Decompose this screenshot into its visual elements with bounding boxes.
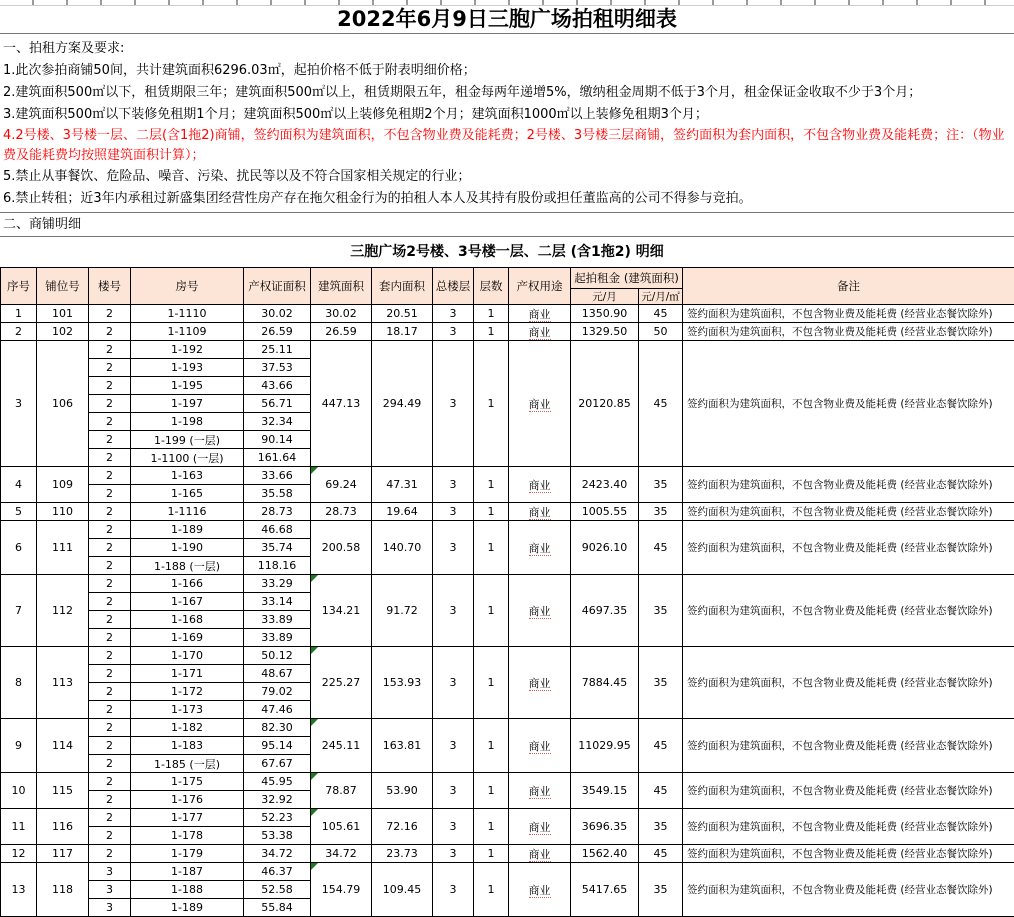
use-label: 商业 [529, 542, 551, 556]
cell-layers[interactable]: 1 [474, 323, 509, 341]
cell-total-floors[interactable]: 3 [433, 845, 474, 863]
cell-rent-month[interactable]: 20120.85 [571, 341, 639, 467]
cell-rent-month[interactable]: 9026.10 [571, 521, 639, 575]
cell-cert-area[interactable]: 33.66 [244, 467, 311, 485]
cell-room-no[interactable]: 1-182 [131, 719, 244, 737]
table-row [1, 521, 1014, 539]
table-row [1, 341, 1014, 359]
cell-inner-area[interactable]: 47.31 [372, 467, 433, 503]
col-header-layers[interactable]: 层数 [474, 268, 509, 305]
cell-floor-no[interactable]: 2 [89, 377, 131, 395]
cell-build-area[interactable]: 78.87 [311, 773, 372, 809]
cell-remark[interactable]: 签约面积为建筑面积，不包含物业费及能耗费 (经营业态餐饮除外) [683, 809, 1014, 845]
cell-shop-no[interactable]: 106 [37, 341, 89, 467]
cell-room-no[interactable]: 1-1116 [131, 503, 244, 521]
cell-room-no[interactable]: 1-171 [131, 665, 244, 683]
error-indicator-icon [311, 863, 318, 870]
cell-remark[interactable]: 签约面积为建筑面积，不包含物业费及能耗费 (经营业态餐饮除外) [683, 467, 1014, 503]
cell-shop-no[interactable]: 101 [37, 305, 89, 323]
cell-shop-no[interactable]: 113 [37, 647, 89, 719]
sheet-title[interactable]: 2022年6月9日三胞广场拍租明细表 [0, 6, 1014, 34]
cell-floor-no[interactable]: 2 [89, 683, 131, 701]
cell-use[interactable] [509, 647, 571, 719]
cell-layers[interactable]: 1 [474, 809, 509, 845]
cell-room-no[interactable]: 1-198 [131, 413, 244, 431]
cell-room-no[interactable]: 1-199 (一层) [131, 431, 244, 449]
col-header-seq[interactable]: 序号 [1, 268, 37, 305]
cell-total-floors[interactable]: 3 [433, 647, 474, 719]
cell-remark[interactable]: 签约面积为建筑面积，不包含物业费及能耗费 (经营业态餐饮除外) [683, 773, 1014, 809]
cell-floor-no[interactable]: 2 [89, 539, 131, 557]
cell-cert-area[interactable]: 25.11 [244, 341, 311, 359]
cell-seq[interactable]: 12 [1, 845, 37, 863]
use-label: 商业 [529, 848, 551, 862]
cell-inner-area[interactable]: 72.16 [372, 809, 433, 845]
cell-rent-per-sqm[interactable]: 35 [639, 575, 683, 647]
col-header-room-no[interactable]: 房号 [131, 268, 244, 305]
cell-floor-no[interactable]: 2 [89, 305, 131, 323]
cell-floor-no[interactable]: 2 [89, 629, 131, 647]
cell-build-area[interactable]: 28.73 [311, 503, 372, 521]
cell-room-no[interactable]: 1-169 [131, 629, 244, 647]
cell-room-no[interactable]: 1-188 [131, 881, 244, 899]
table-row [1, 647, 1014, 665]
cell-cert-area[interactable]: 95.14 [244, 737, 311, 755]
cell-total-floors[interactable]: 3 [433, 719, 474, 773]
cell-build-area[interactable]: 154.79 [311, 863, 372, 917]
cell-floor-no[interactable]: 2 [89, 557, 131, 575]
cell-floor-no[interactable]: 2 [89, 701, 131, 719]
cell-cert-area[interactable]: 79.02 [244, 683, 311, 701]
cell-layers[interactable]: 1 [474, 341, 509, 467]
cell-cert-area[interactable]: 50.12 [244, 647, 311, 665]
cell-rent-month[interactable]: 2423.40 [571, 467, 639, 503]
cell-seq[interactable]: 7 [1, 575, 37, 647]
cell-build-area[interactable]: 105.61 [311, 809, 372, 845]
cell-cert-area[interactable]: 56.71 [244, 395, 311, 413]
cell-use[interactable] [509, 521, 571, 575]
col-header-build-area[interactable]: 建筑面积 [311, 268, 372, 305]
cell-rent-per-sqm[interactable]: 45 [639, 845, 683, 863]
table-header [1, 268, 1014, 305]
cell-shop-no[interactable]: 112 [37, 575, 89, 647]
cell-room-no[interactable]: 1-168 [131, 611, 244, 629]
table-row [1, 863, 1014, 881]
cell-total-floors[interactable]: 3 [433, 305, 474, 323]
cell-build-area[interactable]: 200.58 [311, 521, 372, 575]
error-indicator-icon [311, 773, 318, 780]
cell-rent-month[interactable]: 4697.35 [571, 575, 639, 647]
cell-room-no[interactable]: 1-167 [131, 593, 244, 611]
cell-rent-per-sqm[interactable]: 35 [639, 467, 683, 503]
cell-floor-no[interactable]: 2 [89, 485, 131, 503]
cell-total-floors[interactable]: 3 [433, 503, 474, 521]
use-label: 商业 [529, 326, 551, 340]
cell-cert-area[interactable]: 26.59 [244, 323, 311, 341]
cell-room-no[interactable]: 1-193 [131, 359, 244, 377]
cell-use[interactable] [509, 305, 571, 323]
cell-floor-no[interactable]: 3 [89, 863, 131, 881]
cell-seq[interactable]: 2 [1, 323, 37, 341]
error-indicator-icon [311, 719, 318, 726]
cell-floor-no[interactable]: 3 [89, 881, 131, 899]
cell-floor-no[interactable]: 2 [89, 575, 131, 593]
cell-remark[interactable]: 签约面积为建筑面积，不包含物业费及能耗费 (经营业态餐饮除外) [683, 719, 1014, 773]
cell-floor-no[interactable]: 2 [89, 359, 131, 377]
cell-rent-month[interactable]: 11029.95 [571, 719, 639, 773]
cell-rent-per-sqm[interactable]: 35 [639, 863, 683, 917]
table-row [1, 773, 1014, 791]
table-row [1, 575, 1014, 593]
cell-room-no[interactable]: 1-197 [131, 395, 244, 413]
cell-floor-no[interactable]: 2 [89, 611, 131, 629]
cell-remark[interactable]: 签约面积为建筑面积，不包含物业费及能耗费 (经营业态餐饮除外) [683, 323, 1014, 341]
col-header-shop-no[interactable]: 铺位号 [37, 268, 89, 305]
cell-inner-area[interactable]: 91.72 [372, 575, 433, 647]
cell-floor-no[interactable]: 2 [89, 395, 131, 413]
cell-floor-no[interactable]: 2 [89, 341, 131, 359]
cell-seq[interactable]: 13 [1, 863, 37, 917]
col-header-rent-month[interactable]: 元/月 [571, 289, 639, 305]
cell-room-no[interactable]: 1-175 [131, 773, 244, 791]
error-indicator-icon [311, 809, 318, 816]
cell-total-floors[interactable]: 3 [433, 863, 474, 917]
cell-room-no[interactable]: 1-190 [131, 539, 244, 557]
cell-shop-no[interactable]: 116 [37, 809, 89, 845]
cell-build-area[interactable]: 34.72 [311, 845, 372, 863]
cell-use[interactable] [509, 809, 571, 845]
cell-floor-no[interactable]: 2 [89, 413, 131, 431]
cell-inner-area[interactable]: 153.93 [372, 647, 433, 719]
cell-rent-per-sqm[interactable]: 35 [639, 809, 683, 845]
table-row [1, 719, 1014, 737]
cell-shop-no[interactable]: 102 [37, 323, 89, 341]
cell-inner-area[interactable]: 20.51 [372, 305, 433, 323]
error-indicator-icon [311, 467, 318, 474]
cell-seq[interactable]: 8 [1, 647, 37, 719]
use-label: 商业 [529, 884, 551, 898]
cell-remark[interactable]: 签约面积为建筑面积，不包含物业费及能耗费 (经营业态餐饮除外) [683, 845, 1014, 863]
cell-rent-per-sqm[interactable]: 45 [639, 305, 683, 323]
cell-remark[interactable]: 签约面积为建筑面积，不包含物业费及能耗费 (经营业态餐饮除外) [683, 647, 1014, 719]
cell-cert-area[interactable]: 55.84 [244, 899, 311, 917]
cell-floor-no[interactable]: 2 [89, 467, 131, 485]
cell-seq[interactable]: 1 [1, 305, 37, 323]
auction-terms [0, 34, 1014, 210]
table-row [1, 809, 1014, 827]
table-row [1, 323, 1014, 341]
cell-layers[interactable]: 1 [474, 575, 509, 647]
cell-layers[interactable]: 1 [474, 521, 509, 575]
cell-seq[interactable]: 6 [1, 521, 37, 575]
cell-room-no[interactable]: 1-1110 [131, 305, 244, 323]
cell-floor-no[interactable]: 3 [89, 899, 131, 917]
cell-use[interactable] [509, 503, 571, 521]
cell-cert-area[interactable]: 37.53 [244, 359, 311, 377]
use-label: 商业 [529, 398, 551, 412]
cell-shop-no[interactable]: 109 [37, 467, 89, 503]
cell-cert-area[interactable]: 53.38 [244, 827, 311, 845]
use-label: 商业 [529, 740, 551, 754]
note-line-6[interactable]: 6.禁止转租；近3年内承租过新盛集团经营性房产存在拖欠租金行为的拍租人本人及其持有股份或担任董监高的公司不得参与竞拍。 [3, 188, 1012, 210]
cell-rent-per-sqm[interactable]: 45 [639, 719, 683, 773]
cell-seq[interactable]: 5 [1, 503, 37, 521]
cell-room-no[interactable]: 1-177 [131, 809, 244, 827]
col-header-floor-no[interactable]: 楼号 [89, 268, 131, 305]
cell-cert-area[interactable]: 52.23 [244, 809, 311, 827]
table-row [1, 467, 1014, 485]
cell-room-no[interactable]: 1-179 [131, 845, 244, 863]
cell-room-no[interactable]: 1-1100 (一层) [131, 449, 244, 467]
cell-use[interactable] [509, 719, 571, 773]
cell-build-area[interactable]: 245.11 [311, 719, 372, 773]
cell-cert-area[interactable]: 28.73 [244, 503, 311, 521]
cell-total-floors[interactable]: 3 [433, 341, 474, 467]
cell-build-area[interactable]: 26.59 [311, 323, 372, 341]
cell-rent-month[interactable]: 3696.35 [571, 809, 639, 845]
cell-use[interactable] [509, 845, 571, 863]
cell-inner-area[interactable]: 23.73 [372, 845, 433, 863]
cell-rent-month[interactable]: 1005.55 [571, 503, 639, 521]
cell-cert-area[interactable]: 33.89 [244, 611, 311, 629]
cell-remark[interactable]: 签约面积为建筑面积，不包含物业费及能耗费 (经营业态餐饮除外) [683, 521, 1014, 575]
cell-layers[interactable]: 1 [474, 647, 509, 719]
cell-room-no[interactable]: 1-188 (一层) [131, 557, 244, 575]
cell-shop-no[interactable]: 115 [37, 773, 89, 809]
cell-room-no[interactable]: 1-172 [131, 683, 244, 701]
cell-cert-area[interactable]: 118.16 [244, 557, 311, 575]
cell-shop-no[interactable]: 118 [37, 863, 89, 917]
cell-room-no[interactable]: 1-176 [131, 791, 244, 809]
cell-layers[interactable]: 1 [474, 863, 509, 917]
cell-cert-area[interactable]: 67.67 [244, 755, 311, 773]
cell-layers[interactable]: 1 [474, 503, 509, 521]
cell-cert-area[interactable]: 43.66 [244, 377, 311, 395]
cell-layers[interactable]: 1 [474, 845, 509, 863]
cell-room-no[interactable]: 1-185 (一层) [131, 755, 244, 773]
cell-floor-no[interactable]: 2 [89, 827, 131, 845]
cell-seq[interactable]: 3 [1, 341, 37, 467]
cell-room-no[interactable]: 1-195 [131, 377, 244, 395]
cell-floor-no[interactable]: 2 [89, 773, 131, 791]
cell-rent-per-sqm[interactable]: 50 [639, 323, 683, 341]
cell-shop-no[interactable]: 117 [37, 845, 89, 863]
cell-floor-no[interactable]: 2 [89, 791, 131, 809]
cell-rent-month[interactable]: 1329.50 [571, 323, 639, 341]
cell-total-floors[interactable]: 3 [433, 323, 474, 341]
cell-floor-no[interactable]: 2 [89, 503, 131, 521]
cell-rent-month[interactable]: 5417.65 [571, 863, 639, 917]
use-label: 商业 [529, 506, 551, 520]
note-line-4[interactable]: 4.2号楼、3号楼一层、二层(含1拖2)商铺，签约面积为建筑面积，不包含物业费及能耗费；2号楼、3号楼三层商铺，签约面积为套内面积，不包含物业费及能耗费；注：（物业费及能耗费均按照建筑面积计算）； [3, 126, 1012, 166]
table-row [1, 845, 1014, 863]
cell-floor-no[interactable]: 2 [89, 845, 131, 863]
cell-seq[interactable]: 10 [1, 773, 37, 809]
cell-remark[interactable]: 签约面积为建筑面积，不包含物业费及能耗费 (经营业态餐饮除外) [683, 341, 1014, 467]
col-header-inner-area[interactable]: 套内面积 [372, 268, 433, 305]
cell-build-area[interactable]: 69.24 [311, 467, 372, 503]
cell-seq[interactable]: 4 [1, 467, 37, 503]
cell-floor-no[interactable]: 2 [89, 719, 131, 737]
cell-layers[interactable]: 1 [474, 305, 509, 323]
cell-cert-area[interactable]: 33.14 [244, 593, 311, 611]
cell-floor-no[interactable]: 2 [89, 809, 131, 827]
cell-inner-area[interactable]: 163.81 [372, 719, 433, 773]
error-indicator-icon [311, 647, 318, 654]
cell-floor-no[interactable]: 2 [89, 755, 131, 773]
cell-room-no[interactable]: 1-165 [131, 485, 244, 503]
cell-rent-per-sqm[interactable]: 45 [639, 521, 683, 575]
cell-layers[interactable]: 1 [474, 467, 509, 503]
cell-cert-area[interactable]: 90.14 [244, 431, 311, 449]
cell-total-floors[interactable]: 3 [433, 773, 474, 809]
cell-total-floors[interactable]: 3 [433, 521, 474, 575]
error-indicator-icon [311, 575, 318, 582]
use-label: 商业 [529, 308, 551, 322]
cell-seq[interactable]: 9 [1, 719, 37, 773]
cell-use[interactable] [509, 773, 571, 809]
cell-room-no[interactable]: 1-173 [131, 701, 244, 719]
cell-cert-area[interactable]: 45.95 [244, 773, 311, 791]
cell-shop-no[interactable]: 114 [37, 719, 89, 773]
cell-cert-area[interactable]: 35.58 [244, 485, 311, 503]
cell-build-area[interactable]: 447.13 [311, 341, 372, 467]
cell-floor-no[interactable]: 2 [89, 323, 131, 341]
cell-cert-area[interactable]: 32.34 [244, 413, 311, 431]
cell-room-no[interactable]: 1-192 [131, 341, 244, 359]
col-header-rent-per-sqm[interactable]: 元/月/㎡ [639, 289, 683, 305]
cell-use[interactable] [509, 323, 571, 341]
cell-use[interactable] [509, 341, 571, 467]
col-header-use[interactable]: 产权用途 [509, 268, 571, 305]
table-row [1, 305, 1014, 323]
use-label: 商业 [529, 821, 551, 835]
cell-shop-no[interactable]: 110 [37, 503, 89, 521]
cell-cert-area[interactable]: 30.02 [244, 305, 311, 323]
cell-total-floors[interactable]: 3 [433, 809, 474, 845]
cell-cert-area[interactable]: 46.37 [244, 863, 311, 881]
cell-use[interactable] [509, 467, 571, 503]
cell-cert-area[interactable]: 82.30 [244, 719, 311, 737]
cell-build-area[interactable]: 30.02 [311, 305, 372, 323]
cell-floor-no[interactable]: 2 [89, 431, 131, 449]
cell-remark[interactable]: 签约面积为建筑面积，不包含物业费及能耗费 (经营业态餐饮除外) [683, 863, 1014, 917]
cell-floor-no[interactable]: 2 [89, 737, 131, 755]
cell-floor-no[interactable]: 2 [89, 647, 131, 665]
cell-room-no[interactable]: 1-189 [131, 899, 244, 917]
cell-shop-no[interactable]: 111 [37, 521, 89, 575]
use-label: 商业 [529, 605, 551, 619]
cell-cert-area[interactable]: 34.72 [244, 845, 311, 863]
cell-rent-per-sqm[interactable]: 35 [639, 647, 683, 719]
cell-room-no[interactable]: 1-187 [131, 863, 244, 881]
col-header-remark[interactable]: 备注 [683, 268, 1014, 305]
col-header-cert-area[interactable]: 产权证面积 [244, 268, 311, 305]
cell-room-no[interactable]: 1-1109 [131, 323, 244, 341]
cell-cert-area[interactable]: 33.29 [244, 575, 311, 593]
cell-inner-area[interactable]: 294.49 [372, 341, 433, 467]
table-row [1, 503, 1014, 521]
cell-cert-area[interactable]: 33.89 [244, 629, 311, 647]
cell-cert-area[interactable]: 35.74 [244, 539, 311, 557]
cell-room-no[interactable]: 1-178 [131, 827, 244, 845]
cell-rent-per-sqm[interactable]: 45 [639, 773, 683, 809]
section2-heading[interactable]: 二、商铺明细 [0, 212, 1014, 237]
cell-rent-month[interactable]: 7884.45 [571, 647, 639, 719]
cell-layers[interactable]: 1 [474, 773, 509, 809]
cell-build-area[interactable]: 134.21 [311, 575, 372, 647]
cell-inner-area[interactable]: 19.64 [372, 503, 433, 521]
cell-room-no[interactable]: 1-163 [131, 467, 244, 485]
note-line-3[interactable]: 3.建筑面积500㎡以下装修免租期1个月；建筑面积500㎡以上装修免租期2个月；建筑面积1000㎡以上装修免租期3个月； [3, 104, 1012, 126]
cell-floor-no[interactable]: 2 [89, 449, 131, 467]
cell-floor-no[interactable]: 2 [89, 521, 131, 539]
table-title[interactable]: 三胞广场2号楼、3号楼一层、二层 (含1拖2) 明细 [0, 237, 1014, 267]
cell-inner-area[interactable]: 18.17 [372, 323, 433, 341]
use-label: 商业 [529, 677, 551, 691]
cell-rent-per-sqm[interactable]: 45 [639, 341, 683, 467]
col-header-rent-group[interactable]: 起拍租金 (建筑面积) [571, 268, 683, 289]
cell-floor-no[interactable]: 2 [89, 665, 131, 683]
cell-seq[interactable]: 11 [1, 809, 37, 845]
cell-total-floors[interactable]: 3 [433, 575, 474, 647]
cell-inner-area[interactable]: 140.70 [372, 521, 433, 575]
cell-remark[interactable]: 签约面积为建筑面积，不包含物业费及能耗费 (经营业态餐饮除外) [683, 503, 1014, 521]
cell-inner-area[interactable]: 53.90 [372, 773, 433, 809]
cell-use[interactable] [509, 863, 571, 917]
cell-build-area[interactable]: 225.27 [311, 647, 372, 719]
cell-rent-month[interactable]: 1350.90 [571, 305, 639, 323]
note-line-5[interactable]: 5.禁止从事餐饮、危险品、噪音、污染、扰民等以及不符合国家相关规定的行业； [3, 166, 1012, 188]
cell-remark[interactable]: 签约面积为建筑面积，不包含物业费及能耗费 (经营业态餐饮除外) [683, 575, 1014, 647]
cell-rent-month[interactable]: 1562.40 [571, 845, 639, 863]
shops-table [0, 267, 1014, 917]
use-label: 商业 [529, 785, 551, 799]
cell-room-no[interactable]: 1-170 [131, 647, 244, 665]
use-label: 商业 [529, 479, 551, 493]
cell-cert-area[interactable]: 52.58 [244, 881, 311, 899]
col-header-total-floors[interactable]: 总楼层 [433, 268, 474, 305]
cell-floor-no[interactable]: 2 [89, 593, 131, 611]
cell-inner-area[interactable]: 109.45 [372, 863, 433, 917]
note-line-2[interactable]: 2.建筑面积500㎡以下，租赁期限三年；建筑面积500㎡以上，租赁期限五年，租金每两年递增5%，缴纳租金周期不低于3个月，租金保证金收取不少于3个月； [3, 82, 1012, 104]
shops-table-body [1, 305, 1014, 917]
cell-room-no[interactable]: 1-166 [131, 575, 244, 593]
cell-room-no[interactable]: 1-189 [131, 521, 244, 539]
cell-rent-per-sqm[interactable]: 35 [639, 503, 683, 521]
cell-room-no[interactable]: 1-183 [131, 737, 244, 755]
cell-remark[interactable]: 签约面积为建筑面积，不包含物业费及能耗费 (经营业态餐饮除外) [683, 305, 1014, 323]
cell-layers[interactable]: 1 [474, 719, 509, 773]
cell-total-floors[interactable]: 3 [433, 467, 474, 503]
cell-use[interactable] [509, 575, 571, 647]
cell-cert-area[interactable]: 48.67 [244, 665, 311, 683]
cell-cert-area[interactable]: 161.64 [244, 449, 311, 467]
cell-cert-area[interactable]: 47.46 [244, 701, 311, 719]
cell-cert-area[interactable]: 46.68 [244, 521, 311, 539]
note-line-1[interactable]: 1.此次参拍商铺50间，共计建筑面积6296.03㎡，起拍价格不低于附表明细价格； [3, 60, 1012, 82]
cell-rent-month[interactable]: 3549.15 [571, 773, 639, 809]
section1-heading[interactable]: 一、拍租方案及要求: [3, 38, 1012, 60]
cell-cert-area[interactable]: 32.92 [244, 791, 311, 809]
